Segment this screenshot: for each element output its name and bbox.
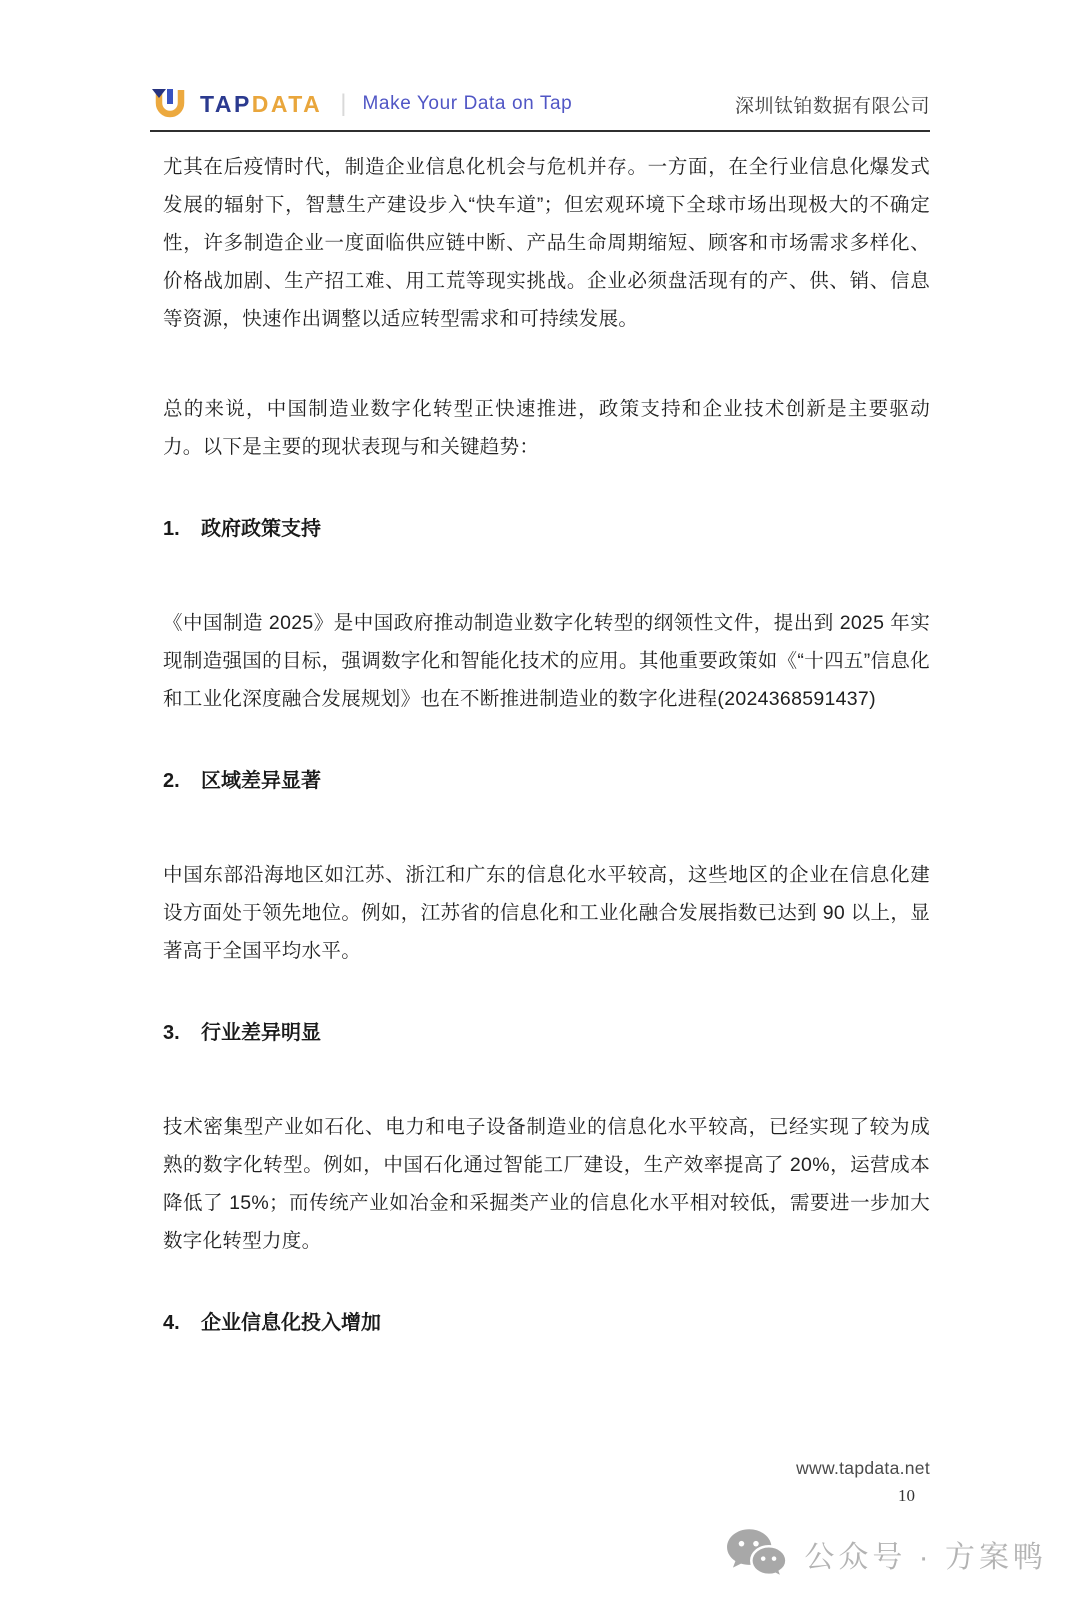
section-heading-4 bbox=[150, 1304, 930, 1342]
brand-tagline: Make Your Data on Tap bbox=[362, 93, 573, 114]
brand-name bbox=[200, 90, 323, 117]
brand-divider: | bbox=[340, 90, 347, 117]
page-header bbox=[150, 82, 930, 126]
section-number-1: 1. bbox=[163, 518, 180, 540]
section-title-3: 行业差异明显 bbox=[201, 1022, 321, 1044]
intro-paragraph-2: 总的来说，中国制造业数字化转型正快速推进，政策支持和企业技术创新是主要驱动力。以下是主要的现状表现与和关键趋势： bbox=[163, 398, 930, 458]
section-heading-1 bbox=[150, 510, 930, 548]
watermark-label: 公众号 · 方案鸭 bbox=[804, 1541, 1047, 1574]
section-body-3: 技术密集型产业如石化、电力和电子设备制造业的信息化水平较高，已经实现了较为成熟的数字化转型。例如，中国石化通过智能工厂建设，生产效率提高了 20%，运营成本降低了 15%；而传统产业如冶金和采掘类产业的信息化水平相对较低，需要进一步加大数字化转型力度。 bbox=[163, 1116, 930, 1252]
section-title-1: 政府政策支持 bbox=[201, 518, 321, 540]
header-rule bbox=[150, 130, 930, 132]
section-body-2: 中国东部沿海地区如江苏、浙江和广东的信息化水平较高，这些地区的企业在信息化建设方面处于领先地位。例如，江苏省的信息化和工业化融合发展指数已达到 90 以上，显著高于全国平均水平。 bbox=[163, 864, 930, 962]
footer-website-link[interactable]: www.tapdata.net bbox=[796, 1458, 930, 1478]
section-heading-2 bbox=[150, 762, 930, 800]
section-heading-3 bbox=[150, 1014, 930, 1052]
tapdata-shield-icon bbox=[150, 84, 190, 124]
page-number: 10 bbox=[898, 1486, 915, 1505]
section-number-3: 3. bbox=[163, 1022, 180, 1044]
brand-lockup bbox=[150, 84, 572, 124]
brand-name-data: DATA bbox=[251, 90, 323, 117]
document-body bbox=[150, 148, 930, 1342]
section-number-4: 4. bbox=[163, 1312, 180, 1334]
company-name: 深圳钛铂数据有限公司 bbox=[734, 95, 930, 117]
section-title-2: 区域差异显著 bbox=[201, 770, 321, 792]
section-title-4: 企业信息化投入增加 bbox=[201, 1312, 381, 1334]
wechat-watermark bbox=[726, 1528, 1047, 1580]
brand-name-tap: TAP bbox=[200, 90, 252, 117]
section-number-2: 2. bbox=[163, 770, 180, 792]
document-page bbox=[150, 82, 930, 1342]
wechat-icon bbox=[726, 1528, 788, 1580]
intro-paragraph-1: 尤其在后疫情时代，制造企业信息化机会与危机并存。一方面，在全行业信息化爆发式发展的辐射下，智慧生产建设步入“快车道”；但宏观环境下全球市场出现极大的不确定性，许多制造企业一度面临供应链中断、产品生命周期缩短、顾客和市场需求多样化、价格战加剧、生产招工难、用工荒等现实挑战。企业必须盘活现有的产、供、销、信息等资源，快速作出调整以适应转型需求和可持续发展。 bbox=[163, 156, 930, 330]
section-body-1: 《中国制造 2025》是中国政府推动制造业数字化转型的纲领性文件，提出到 2025 年实现制造强国的目标，强调数字化和智能化技术的应用。其他重要政策如《“十四五”信息化和工业化深度融合发展规划》也在不断推进制造业的数字化进程(2024368591437) bbox=[163, 612, 930, 710]
